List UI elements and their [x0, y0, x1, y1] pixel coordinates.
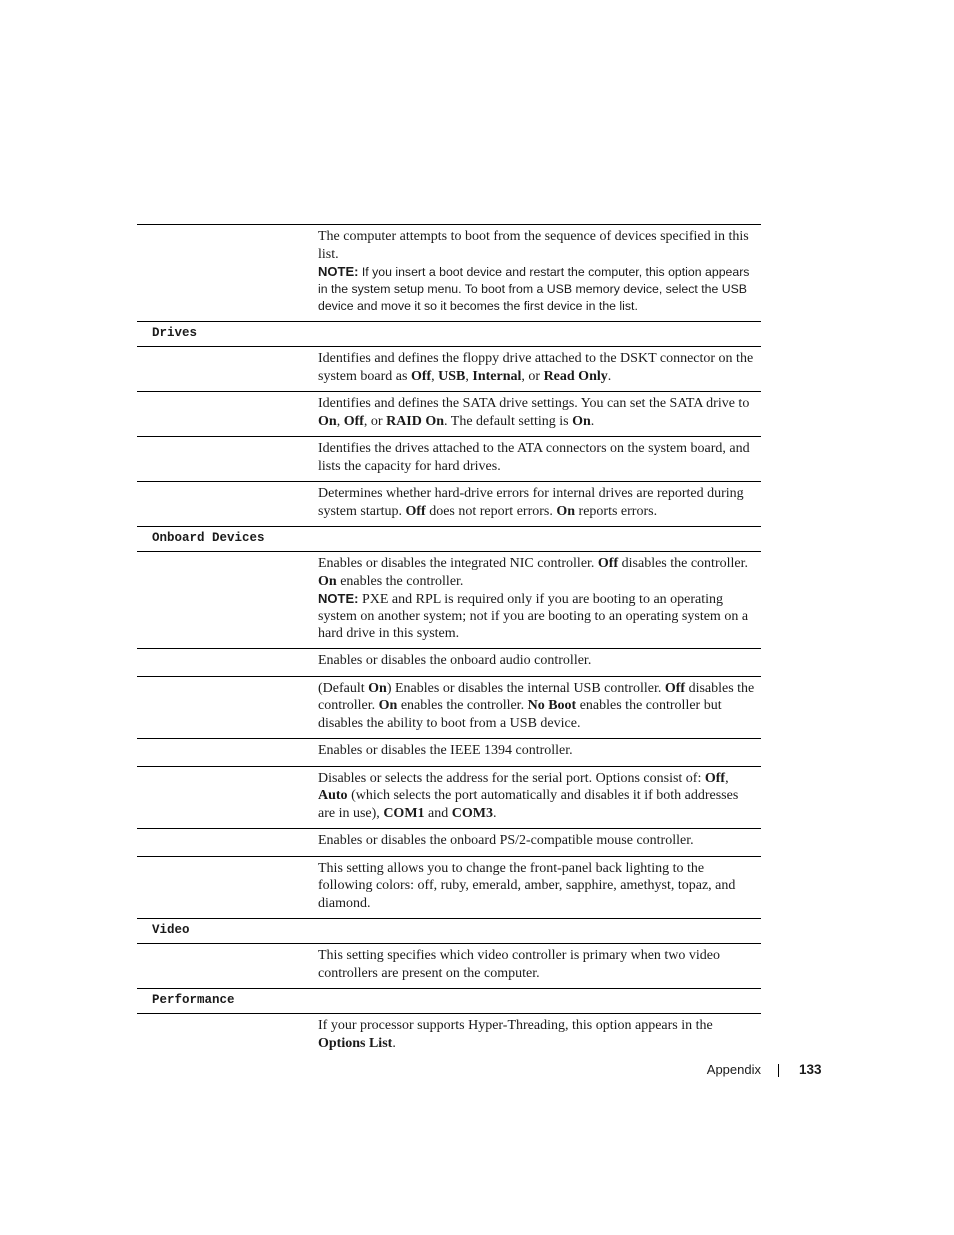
- boot-sequence-description: The computer attempts to boot from the sequence of devices specified in this list.: [318, 229, 749, 262]
- option-description-cell: [318, 482, 761, 526]
- footer-divider: [778, 1064, 779, 1077]
- note-label: NOTE:: [318, 591, 359, 606]
- option-description-cell: [318, 677, 761, 739]
- front-panel-lighting-description: This setting allows you to change the front-panel back lighting to the following colors: off, ruby, emerald, amber, sapphire, amethyst, topaz, and diamond.: [318, 860, 736, 911]
- table-row-usb-controller: [137, 677, 761, 740]
- option-name-cell: [137, 437, 318, 481]
- option-description-cell: [318, 857, 761, 919]
- option-name-cell: [137, 767, 318, 829]
- option-name-cell: [137, 944, 318, 988]
- option-name-cell: [137, 347, 318, 391]
- option-description-cell: [318, 739, 761, 766]
- note-text: If you insert a boot device and restart the computer, this option appears in the system setup menu. To boot from a USB memory device, select the USB device and move it so it becomes the first device in the list.: [318, 265, 750, 313]
- option-description-cell: [318, 225, 761, 321]
- table-row-diskette-drive: [137, 347, 761, 392]
- note-text: PXE and RPL is required only if you are booting to an operating system on another system; not if you are booting to an operating system on a hard drive in this system.: [318, 592, 749, 641]
- option-description-cell: [318, 829, 761, 856]
- sata-drive-description: Identifies and defines the SATA drive settings. You can set the SATA drive to On, Off, or RAID On. The default setting is On.: [318, 396, 750, 429]
- option-description-cell: [318, 437, 761, 481]
- table-row-integrated-audio: [137, 649, 761, 677]
- table-row-smart-reporting: [137, 482, 761, 527]
- primary-video-description: This setting specifies which video controller is primary when two video controllers are present on the computer.: [318, 948, 721, 981]
- option-name-cell: [137, 225, 318, 321]
- usb-controller-description: (Default On) Enables or disables the internal USB controller. Off disables the controller. On enables the controller. No Boot enables the controller but disables the ability to boot from a USB device.: [318, 680, 755, 731]
- page-number: 133: [799, 1062, 822, 1077]
- integrated-nic-description: Enables or disables the integrated NIC controller. Off disables the controller. On enables the controller.: [318, 556, 748, 589]
- option-name-cell: [137, 482, 318, 526]
- option-name-cell: [137, 392, 318, 436]
- footer-section-title: Appendix: [706, 1062, 761, 1077]
- hyperthreading-description: If your processor supports Hyper-Threading, this option appears in the Options List.: [318, 1018, 713, 1051]
- serial-port-description: Disables or selects the address for the serial port. Options consist of: Off, Auto (which selects the port automatically and disables it if both addresses are in use), COM1 and COM3.: [318, 770, 739, 821]
- table-row-hyperthreading: [137, 1014, 761, 1058]
- option-name-cell: [137, 552, 318, 648]
- table-row-ieee1394: [137, 739, 761, 767]
- section-header-video: Video: [137, 919, 761, 944]
- option-name-cell: [137, 649, 318, 676]
- table-row-serial-port: [137, 767, 761, 830]
- ieee1394-description: Enables or disables the IEEE 1394 controller.: [318, 743, 573, 758]
- option-name-cell: [137, 857, 318, 919]
- option-description-cell: [318, 552, 761, 648]
- table-row-integrated-nic: [137, 552, 761, 649]
- section-header-performance: Performance: [137, 989, 761, 1014]
- section-header-drives: Drives: [137, 322, 761, 347]
- option-description-cell: [318, 649, 761, 676]
- option-description-cell: [318, 944, 761, 988]
- option-name-cell: [137, 829, 318, 856]
- table-row-primary-video: [137, 944, 761, 989]
- ps2-mouse-description: Enables or disables the onboard PS/2-compatible mouse controller.: [318, 833, 694, 848]
- table-row-sata-drive: [137, 392, 761, 437]
- option-description-cell: [318, 347, 761, 391]
- option-name-cell: [137, 677, 318, 739]
- table-row-boot-sequence: [137, 225, 761, 322]
- diskette-drive-description: Identifies and defines the floppy drive attached to the DSKT connector on the system board as Off, USB, Internal, or Read Only.: [318, 351, 754, 384]
- smart-reporting-description: Determines whether hard-drive errors for internal drives are reported during system startup. Off does not report errors. On reports errors.: [318, 486, 744, 519]
- table-row-ps2-mouse: [137, 829, 761, 857]
- ata-drives-description: Identifies the drives attached to the ATA connectors on the system board, and lists the capacity for hard drives.: [318, 441, 750, 474]
- setup-options-table: [137, 224, 761, 1058]
- integrated-nic-note: [318, 590, 757, 642]
- option-description-cell: [318, 767, 761, 829]
- integrated-audio-description: Enables or disables the onboard audio controller.: [318, 653, 592, 668]
- option-name-cell: [137, 1014, 318, 1058]
- option-name-cell: [137, 739, 318, 766]
- table-row-ata-drives: [137, 437, 761, 482]
- note-label: NOTE:: [318, 264, 359, 279]
- option-description-cell: [318, 392, 761, 436]
- table-row-front-panel-lighting: [137, 857, 761, 920]
- option-description-cell: [318, 1014, 761, 1058]
- boot-sequence-note: [318, 263, 757, 315]
- section-header-onboard-devices: Onboard Devices: [137, 527, 761, 552]
